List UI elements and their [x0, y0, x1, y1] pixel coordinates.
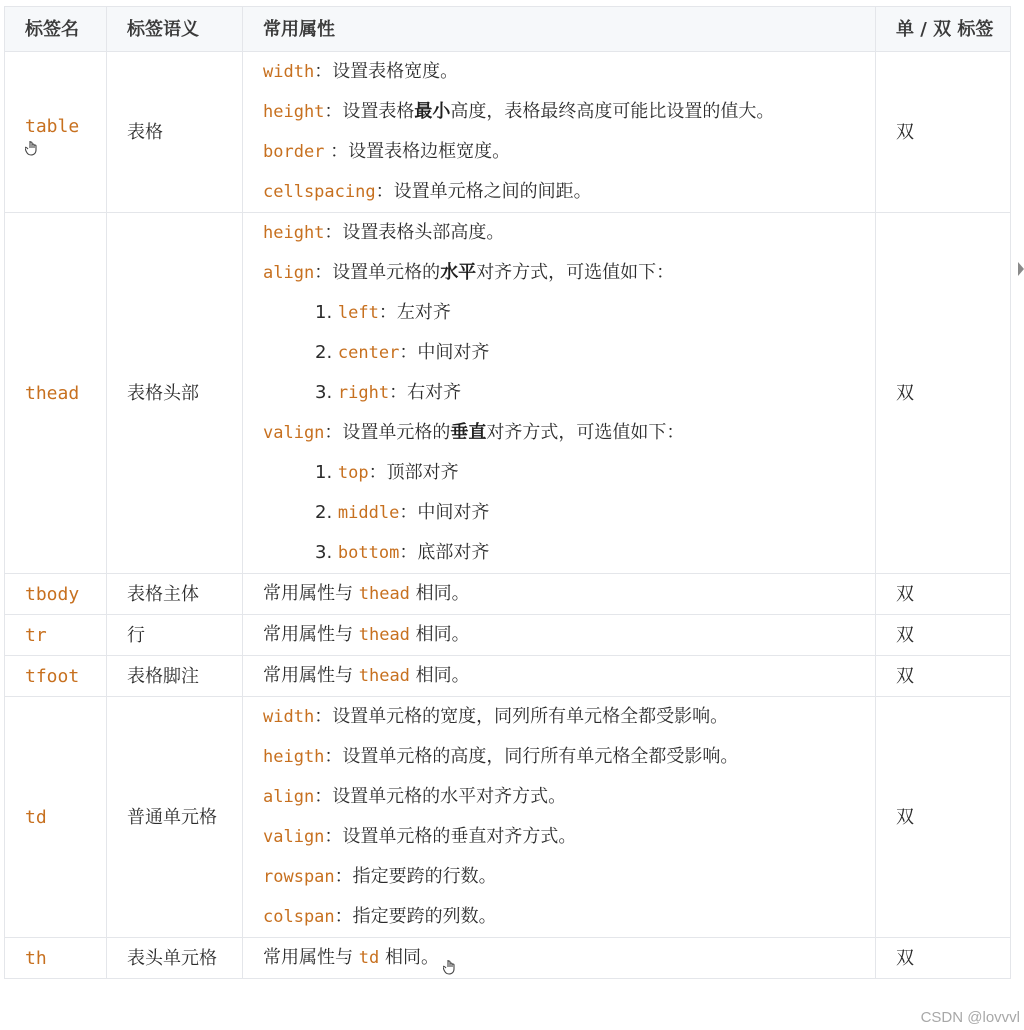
attr-name: border	[263, 142, 325, 162]
attr-desc: 设置单元格的	[332, 262, 441, 283]
common-attrs-cell	[243, 52, 876, 213]
attr-desc: 底部对齐	[417, 542, 490, 563]
attr-sep: ：	[324, 222, 343, 243]
attr-sep: ：	[334, 866, 353, 887]
tag-name: thead	[5, 213, 107, 574]
attr-option	[263, 493, 875, 533]
table-row	[5, 697, 1011, 938]
option-number: 1.	[315, 462, 333, 483]
option-number: 2.	[315, 502, 333, 523]
tag-name: tfoot	[5, 656, 107, 697]
table-row	[5, 656, 1011, 697]
tag-meaning: 表格	[107, 52, 243, 213]
attr-name: center	[337, 343, 400, 363]
attr-sep: ：	[324, 422, 343, 443]
html-table-tags-reference	[4, 6, 1011, 979]
attr-desc: 相同。	[415, 665, 470, 686]
attr-desc-bold: 最小	[414, 101, 451, 122]
header-tag-meaning: 标签语义	[107, 7, 243, 52]
attr-line	[263, 92, 875, 132]
attr-line	[263, 172, 875, 212]
tag-meaning: 表格主体	[107, 574, 243, 615]
attr-sep: ：	[375, 181, 394, 202]
attr-name: height	[263, 223, 325, 243]
attr-name: left	[337, 303, 379, 323]
attr-ref-tag: thead	[358, 584, 410, 604]
attr-name: middle	[337, 503, 400, 523]
attr-option	[263, 533, 875, 573]
attr-sep: ：	[314, 61, 333, 82]
attr-sep: ：	[314, 706, 333, 727]
tag-kind: 双	[876, 213, 1011, 574]
attr-desc: 中间对齐	[417, 342, 490, 363]
attr-name: bottom	[337, 543, 400, 563]
tag-name: th	[5, 938, 107, 979]
tag-kind: 双	[876, 52, 1011, 213]
tag-kind: 双	[876, 697, 1011, 938]
tag-meaning: 表格头部	[107, 213, 243, 574]
header-single-double: 单 / 双 标签	[876, 7, 1011, 52]
tag-name: table	[25, 115, 80, 137]
attr-line	[263, 817, 875, 857]
attr-desc: 设置表格宽度。	[332, 61, 459, 82]
attr-desc: 指定要跨的列数。	[352, 906, 497, 927]
tag-meaning: 表格脚注	[107, 656, 243, 697]
attr-line	[263, 697, 875, 737]
attr-name: height	[263, 102, 325, 122]
attr-sep: ：	[378, 302, 397, 323]
attr-desc: 对齐方式，可选值如下：	[486, 422, 685, 443]
attr-option	[263, 453, 875, 493]
table-row	[5, 615, 1011, 656]
attr-line	[263, 857, 875, 897]
scroll-arrow-icon[interactable]	[1018, 262, 1024, 276]
attr-sep: ：	[314, 786, 333, 807]
table-row	[5, 574, 1011, 615]
attr-name: cellspacing	[263, 182, 376, 202]
tag-meaning: 普通单元格	[107, 697, 243, 938]
tag-meaning: 表头单元格	[107, 938, 243, 979]
attr-ref-tag: td	[358, 948, 380, 968]
attr-name: right	[337, 383, 390, 403]
attr-desc: 设置单元格的高度，同行所有单元格全都受影响。	[342, 746, 739, 767]
attr-desc: 设置表格边框宽度。	[348, 141, 511, 162]
attr-line	[263, 253, 875, 293]
attr-desc: 设置单元格的	[342, 422, 451, 443]
tag-kind: 双	[876, 574, 1011, 615]
tag-name: tbody	[5, 574, 107, 615]
attr-desc: 对齐方式，可选值如下：	[476, 262, 675, 283]
attr-sep: ：	[368, 462, 387, 483]
attr-desc: 设置单元格之间的间距。	[393, 181, 592, 202]
attr-sep: ：	[324, 101, 343, 122]
attr-option	[263, 293, 875, 333]
attr-desc: 设置单元格的水平对齐方式。	[332, 786, 567, 807]
attr-name: valign	[263, 827, 325, 847]
attr-sep: ：	[324, 826, 343, 847]
attr-desc-bold: 垂直	[450, 422, 487, 443]
table-header-row	[5, 7, 1011, 52]
attr-name: top	[337, 463, 369, 483]
attr-sep: ：	[334, 906, 353, 927]
attr-option	[263, 373, 875, 413]
attr-sep: ：	[324, 746, 343, 767]
attr-sep: ：	[324, 141, 349, 162]
attr-ref-tag: thead	[358, 666, 410, 686]
table-row	[5, 213, 1011, 574]
common-attrs-cell	[243, 213, 876, 574]
hand-cursor-icon	[25, 140, 106, 158]
attr-desc: 高度，表格最终高度可能比设置的值大。	[450, 101, 775, 122]
attr-desc: 中间对齐	[417, 502, 490, 523]
attr-line	[263, 897, 875, 937]
attr-desc: 左对齐	[396, 302, 451, 323]
attr-name: valign	[263, 423, 325, 443]
attr-desc: 常用属性与	[263, 624, 353, 645]
option-number: 3.	[315, 382, 333, 403]
attr-desc: 设置表格	[342, 101, 415, 122]
attr-sep: ：	[399, 502, 418, 523]
attr-ref-tag: thead	[358, 625, 410, 645]
attr-desc: 右对齐	[407, 382, 462, 403]
tag-kind: 双	[876, 938, 1011, 979]
attr-line	[263, 737, 875, 777]
attr-desc: 常用属性与	[263, 947, 353, 968]
hand-cursor-icon	[443, 950, 459, 966]
table-row	[5, 938, 1011, 979]
common-attrs-cell	[243, 656, 876, 697]
attr-desc: 常用属性与	[263, 583, 353, 604]
attr-option	[263, 333, 875, 373]
common-attrs-cell	[243, 574, 876, 615]
tag-name-cell	[5, 52, 107, 213]
option-number: 2.	[315, 342, 333, 363]
attr-line	[263, 132, 875, 172]
tag-meaning: 行	[107, 615, 243, 656]
tag-kind: 双	[876, 615, 1011, 656]
attr-desc: 指定要跨的行数。	[352, 866, 497, 887]
attr-name: width	[263, 707, 315, 727]
watermark: CSDN @lovvvl	[920, 1009, 1020, 1026]
attr-line	[263, 52, 875, 92]
attr-desc: 设置表格头部高度。	[342, 222, 505, 243]
attr-desc: 相同。	[384, 947, 439, 968]
header-tag-name: 标签名	[5, 7, 107, 52]
option-number: 1.	[315, 302, 333, 323]
attr-desc: 设置单元格的垂直对齐方式。	[342, 826, 577, 847]
attr-desc: 相同。	[415, 583, 470, 604]
attr-name: rowspan	[263, 867, 335, 887]
attr-name: align	[263, 787, 315, 807]
attr-line	[263, 413, 875, 453]
tag-name: td	[5, 697, 107, 938]
attr-desc: 常用属性与	[263, 665, 353, 686]
tag-kind: 双	[876, 656, 1011, 697]
common-attrs-cell	[243, 615, 876, 656]
attr-desc: 相同。	[415, 624, 470, 645]
attr-sep: ：	[314, 262, 333, 283]
attr-line	[263, 213, 875, 253]
tag-name: tr	[5, 615, 107, 656]
attr-name: heigth	[263, 747, 325, 767]
attr-name: align	[263, 263, 315, 283]
common-attrs-cell	[243, 697, 876, 938]
attr-sep: ：	[399, 542, 418, 563]
attr-desc: 设置单元格的宽度，同列所有单元格全都受影响。	[332, 706, 729, 727]
header-common-attrs: 常用属性	[243, 7, 876, 52]
attr-sep: ：	[389, 382, 408, 403]
option-number: 3.	[315, 542, 333, 563]
attr-desc: 顶部对齐	[386, 462, 459, 483]
attr-line	[263, 777, 875, 817]
attr-name: width	[263, 62, 315, 82]
attr-name: colspan	[263, 907, 335, 927]
attr-sep: ：	[399, 342, 418, 363]
common-attrs-cell	[243, 938, 876, 979]
attr-desc-bold: 水平	[440, 262, 477, 283]
table-row	[5, 52, 1011, 213]
